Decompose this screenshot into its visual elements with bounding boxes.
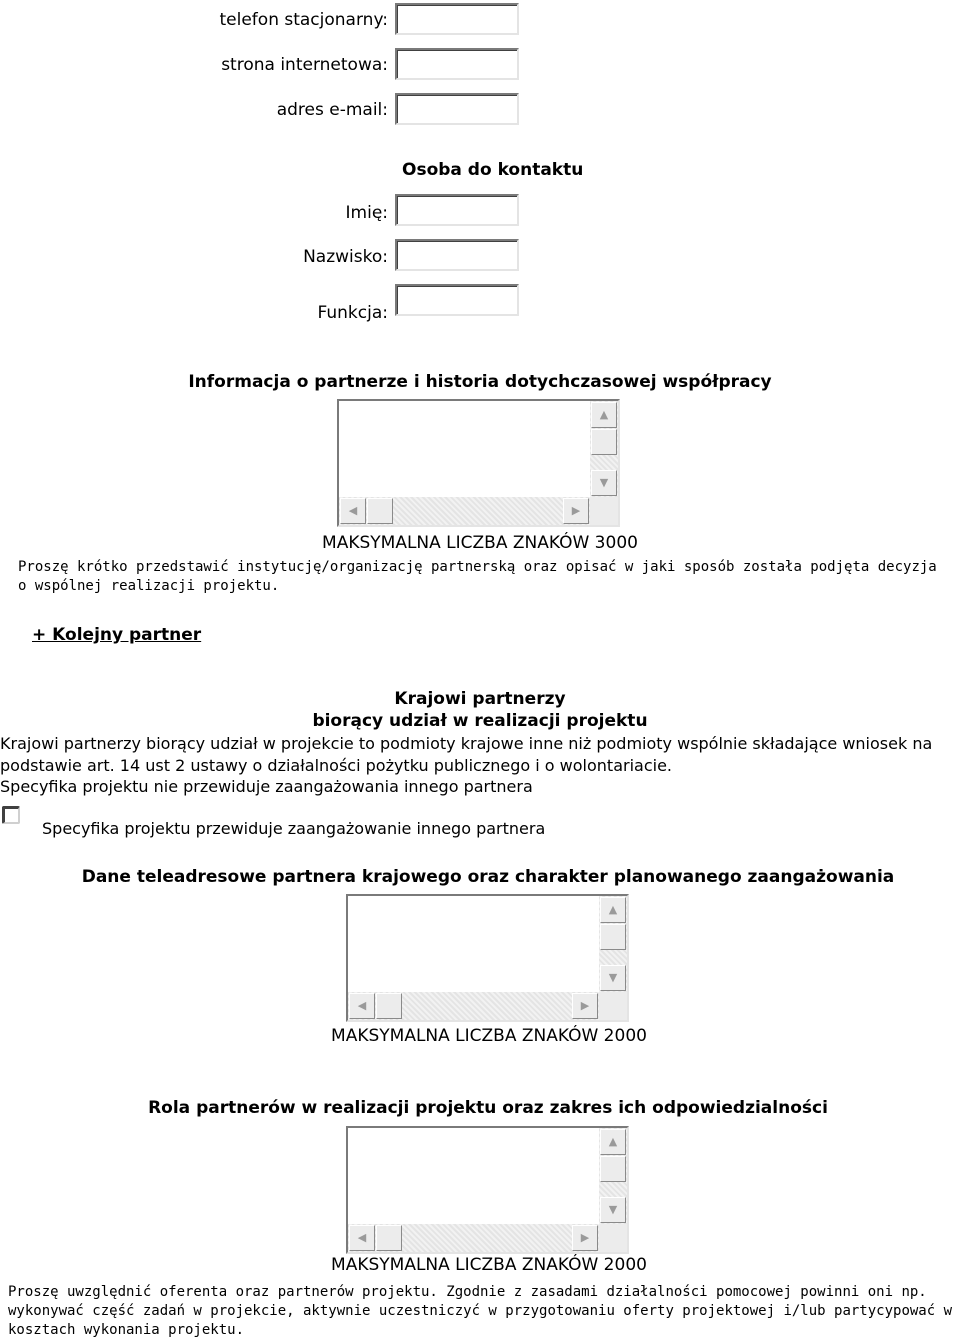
scroll-left-button[interactable]: ◀ <box>349 1225 375 1251</box>
scrollbar-corner <box>599 992 627 1020</box>
scroll-right-button[interactable]: ▶ <box>572 1225 598 1251</box>
horizontal-scrollbar[interactable] <box>348 992 599 1020</box>
first-name-input[interactable] <box>395 194 519 226</box>
scroll-thumb[interactable] <box>600 924 626 950</box>
scroll-up-button[interactable]: ▲ <box>600 897 626 923</box>
scroll-thumb-horizontal[interactable] <box>376 993 402 1019</box>
phone-input[interactable] <box>395 3 519 35</box>
last-name-label: Nazwisko: <box>303 247 388 267</box>
scroll-thumb[interactable] <box>591 429 617 455</box>
option-no-partner-label: Specyfika projektu nie przewiduje zaangażowania innego partnera <box>0 777 533 796</box>
scrollbar-corner <box>590 497 618 525</box>
contact-details-max-chars: MAKSYMALNA LICZBA ZNAKÓW 2000 <box>331 1026 647 1046</box>
contact-person-heading: Osoba do kontaktu <box>402 160 584 180</box>
scroll-down-button[interactable]: ▼ <box>600 965 626 991</box>
partner-info-textarea[interactable] <box>337 399 620 527</box>
partner-role-heading: Rola partnerów w realizacji projektu oraz zakres ich odpowiedzialności <box>148 1098 828 1118</box>
scroll-up-button[interactable]: ▲ <box>600 1129 626 1155</box>
contact-details-heading: Dane teleadresowe partnera krajowego oraz charakter planowanego zaangażowania <box>81 867 895 887</box>
horizontal-scrollbar[interactable] <box>348 1224 599 1252</box>
scroll-down-button[interactable]: ▼ <box>591 470 617 496</box>
option-partner-label: Specyfika projektu przewiduje zaangażowanie innego partnera <box>42 819 546 838</box>
national-partners-subheading: biorący udział w realizacji projektu <box>312 711 648 731</box>
national-partners-description: Krajowi partnerzy biorący udział w projekcie to podmioty krajowe inne niż podmioty wspólnie składające wniosek na podstawie art. 14 ust 2 ustawy o działalności pożytku publicznego i o wolontariacie. <box>0 734 933 775</box>
email-input[interactable] <box>395 93 519 125</box>
scroll-left-button[interactable]: ◀ <box>340 498 366 524</box>
partner-role-max-chars: MAKSYMALNA LICZBA ZNAKÓW 2000 <box>331 1255 647 1275</box>
last-name-input[interactable] <box>395 239 519 271</box>
partner-info-max-chars: MAKSYMALNA LICZBA ZNAKÓW 3000 <box>322 533 638 553</box>
scroll-thumb-horizontal[interactable] <box>376 1225 402 1251</box>
scrollbar-corner <box>599 1224 627 1252</box>
national-partners-heading: Krajowi partnerzy <box>394 689 566 709</box>
scroll-down-button[interactable]: ▼ <box>600 1197 626 1223</box>
scroll-right-button[interactable]: ▶ <box>572 993 598 1019</box>
scroll-right-button[interactable]: ▶ <box>563 498 589 524</box>
phone-label: telefon stacjonarny: <box>219 10 388 30</box>
function-input[interactable] <box>395 284 519 316</box>
contact-details-textarea[interactable] <box>346 894 629 1022</box>
scroll-thumb[interactable] <box>600 1156 626 1182</box>
partner-role-textarea[interactable] <box>346 1126 629 1254</box>
horizontal-scrollbar[interactable] <box>339 497 590 525</box>
partner-info-hint: Proszę krótko przedstawić instytucję/organizację partnerską oraz opisać w jaki sposób została podjęta decyzja o wspólnej realizacji projektu. <box>18 559 937 594</box>
function-label: Funkcja: <box>317 303 388 323</box>
first-name-label: Imię: <box>345 203 388 223</box>
vertical-scrollbar[interactable] <box>599 1128 627 1224</box>
add-next-partner-link[interactable]: + Kolejny partner <box>32 625 202 645</box>
vertical-scrollbar[interactable] <box>590 401 618 497</box>
website-label: strona internetowa: <box>221 55 388 75</box>
scroll-up-button[interactable]: ▲ <box>591 402 617 428</box>
scroll-left-button[interactable]: ◀ <box>349 993 375 1019</box>
option-partner-radio[interactable] <box>2 806 20 824</box>
email-label: adres e-mail: <box>276 100 388 120</box>
website-input[interactable] <box>395 48 519 80</box>
vertical-scrollbar[interactable] <box>599 896 627 992</box>
partner-role-hint: Proszę uwzględnić oferenta oraz partnerów projektu. Zgodnie z zasadami działalności pomocowej powinni oni np. wykonywać część zadań w projekcie, aktywnie uczestniczyć w przygotowaniu oferty projektowej i/lub partycypować w kosztach wykonania projektu. <box>8 1284 953 1338</box>
scroll-thumb-horizontal[interactable] <box>367 498 393 524</box>
partner-info-heading: Informacja o partnerze i historia dotychczasowej współpracy <box>188 372 772 392</box>
